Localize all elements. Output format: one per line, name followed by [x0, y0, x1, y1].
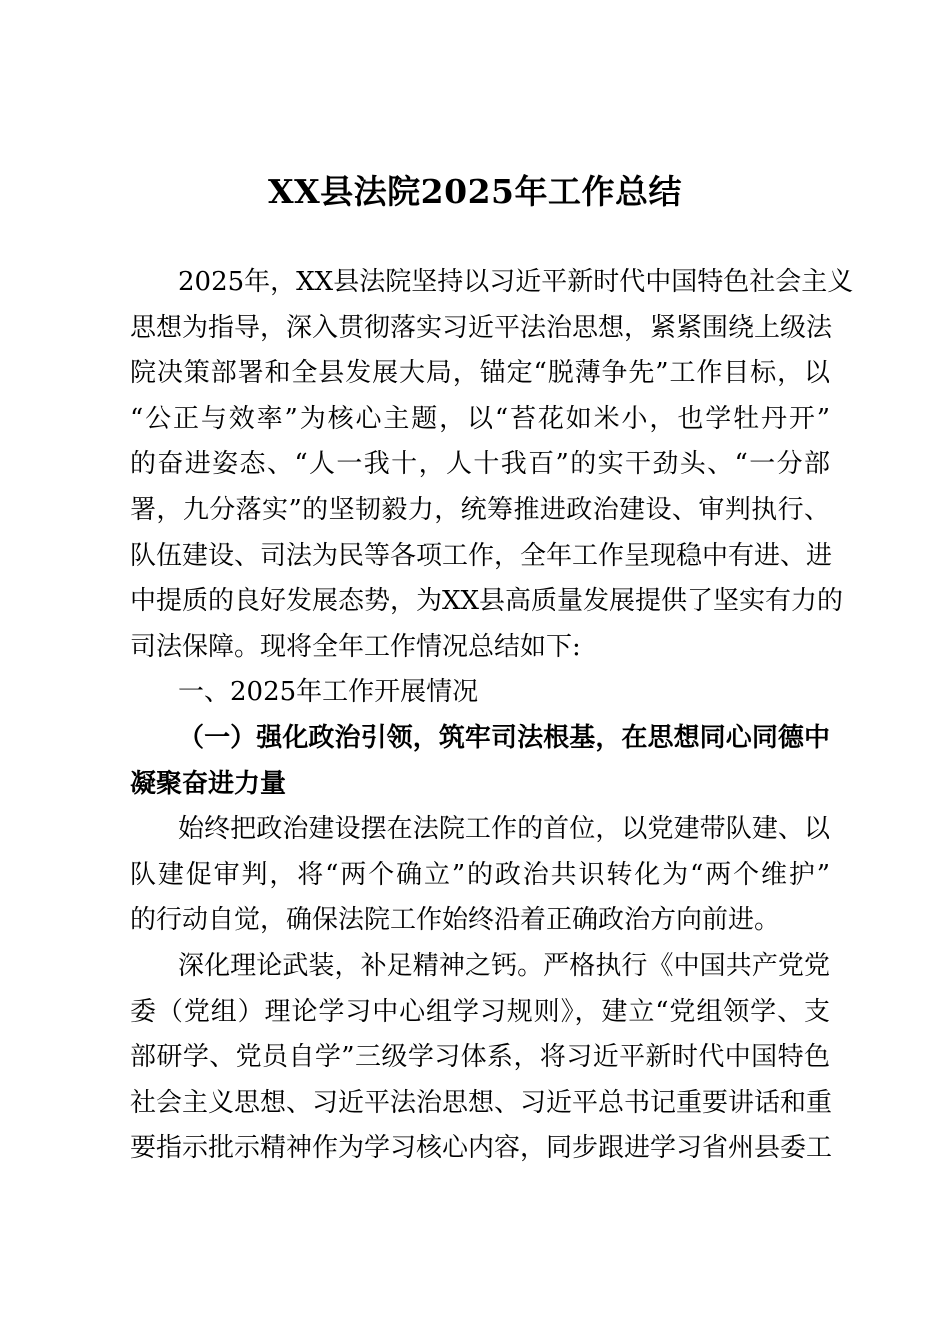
text-line: 署，九分落实”的坚韧毅力，统筹推进政治建设、审判执行、 [130, 494, 830, 525]
text-line: 凝聚奋进力量 [130, 768, 287, 799]
text-line: “公正与效率”为核心主题，以“苔花如米小，也学牡丹开” [130, 403, 830, 434]
text-line: 委（党组）理论学习中心组学习规则》，建立“党组领学、支 [130, 996, 830, 1027]
text-line: 的行动自觉，确保法院工作始终沿着正确政治方向前进。 [130, 905, 781, 936]
document-title: XX县法院2025年工作总结 [267, 172, 683, 211]
text-line: 院决策部署和全县发展大局，锚定“脱薄争先”工作目标，以 [130, 358, 830, 389]
text-line: 始终把政治建设摆在法院工作的首位，以党建带队建、以 [178, 814, 830, 845]
text-line: 思想为指导，深入贯彻落实习近平法治思想，紧紧围绕上级法 [130, 312, 833, 343]
paragraph [130, 807, 830, 944]
text-line: 司法保障。现将全年工作情况总结如下: [130, 631, 581, 662]
section-heading [130, 670, 830, 716]
text-line: 部研学、党员自学”三级学习体系，将习近平新时代中国特色 [130, 1042, 830, 1073]
text-line: 深化理论武装，补足精神之钙。严格执行《中国共产党党 [178, 950, 830, 981]
text-line: 一、2025年工作开展情况 [178, 677, 479, 708]
paragraph [130, 260, 854, 670]
subsection-heading [130, 716, 830, 807]
text-line: （一）强化政治引领，筑牢司法根基，在思想同心同德中 [178, 722, 830, 753]
text-line: 2025年，XX县法院坚持以习近平新时代中国特色社会主义 [178, 267, 854, 297]
text-line: 队伍建设、司法为民等各项工作，全年工作呈现稳中有进、进 [130, 540, 833, 571]
document-body [130, 260, 854, 1172]
text-line: 要指示批示精神作为学习核心内容，同步跟进学习省州县委工 [130, 1133, 833, 1164]
text-line: 社会主义思想、习近平法治思想、习近平总书记重要讲话和重 [130, 1087, 833, 1118]
text-line: 中提质的良好发展态势，为XX县高质量发展提供了坚实有力的 [130, 586, 844, 617]
text-line: 的奋进姿态、“人一我十，人十我百”的实干劲头、“一分部 [130, 449, 830, 480]
text-line: 队建促审判，将“两个确立”的政治共识转化为“两个维护” [130, 859, 830, 890]
paragraph [130, 944, 833, 1172]
